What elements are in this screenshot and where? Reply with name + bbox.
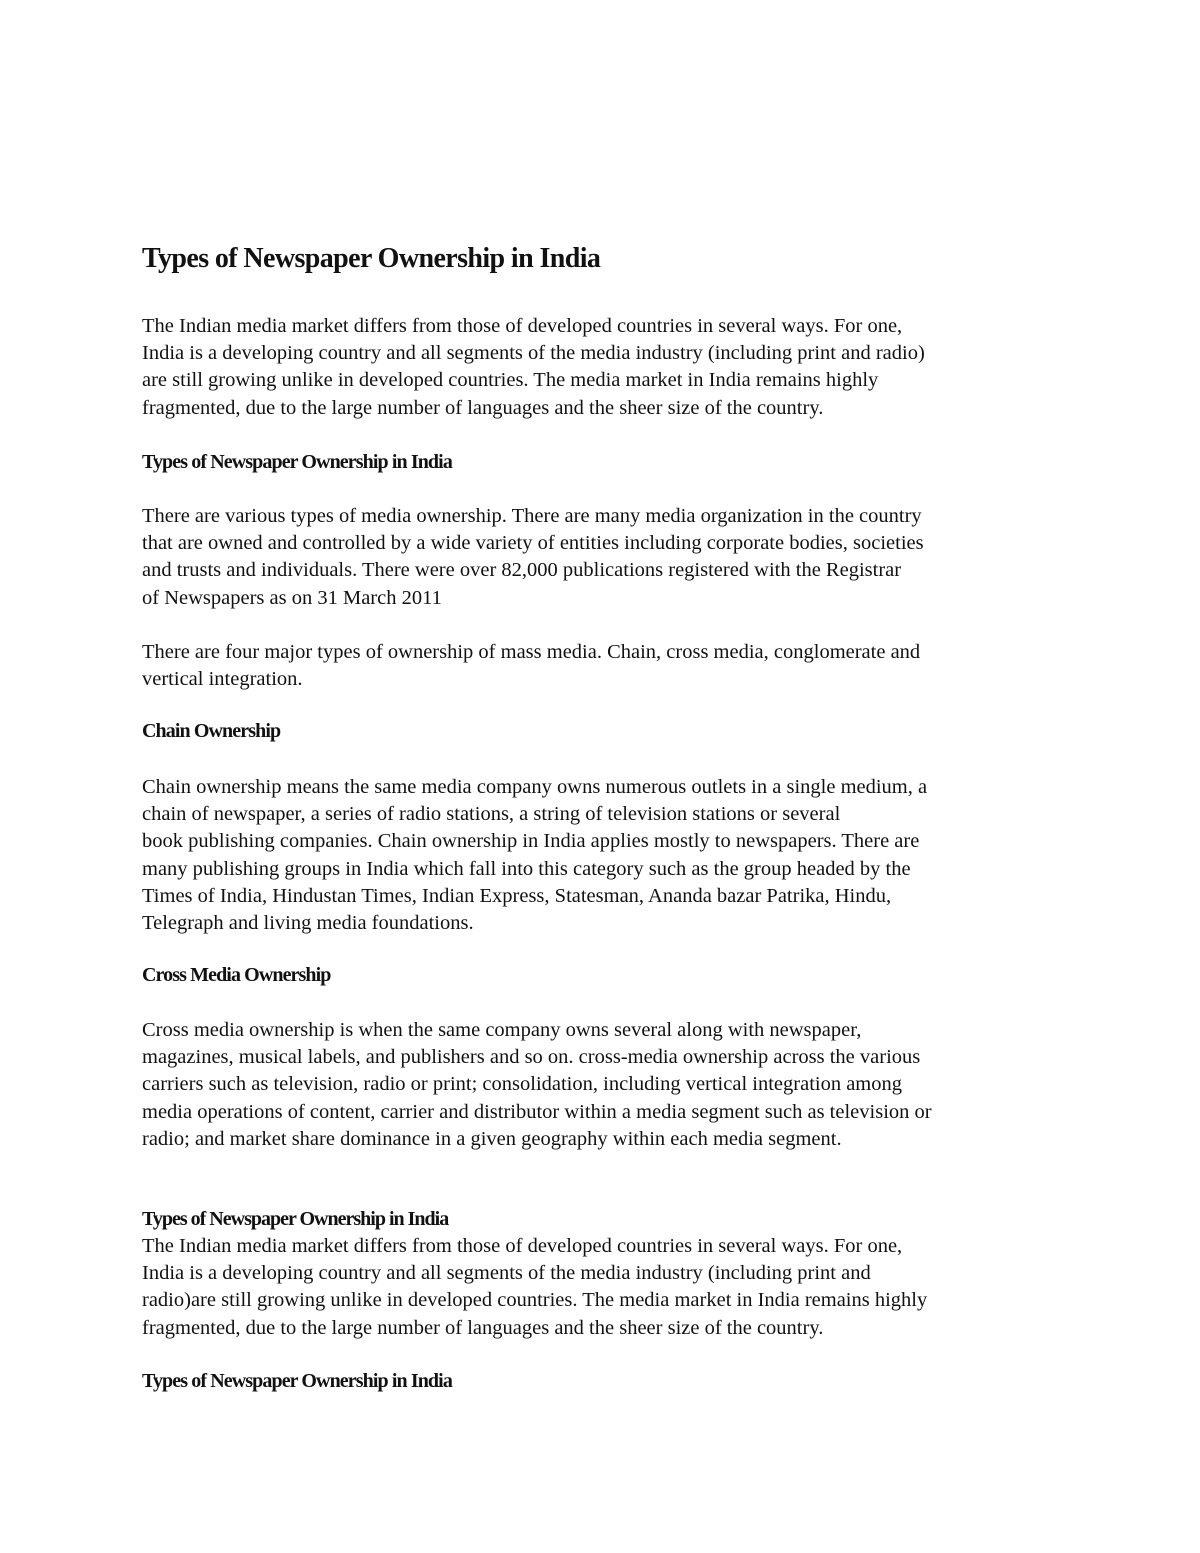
repeat-heading: Types of Newspaper Ownership in India (142, 1208, 449, 1230)
text-line: Times of India, Hindustan Times, Indian Express, Statesman, Ananda bazar Patrika, Hindu, (142, 884, 892, 907)
text-line: magazines, musical labels, and publishers and so on. cross-media ownership across the various (142, 1046, 921, 1069)
repeat-paragraph (142, 1233, 927, 1342)
text-line: The Indian media market differs from those of developed countries in several ways. For one, (142, 315, 903, 337)
text-line: media operations of content, carrier and distributor within a media segment such as television or (142, 1100, 932, 1123)
text-line: The Indian media market differs from those of developed countries in several ways. For one, (142, 1235, 903, 1257)
text-line: India is a developing country and all segments of the media industry (including print and radio) (142, 342, 925, 365)
section-heading-types: Types of Newspaper Ownership in India (142, 451, 452, 473)
text-line: many publishing groups in India which fall into this category such as the group headed by the (142, 857, 911, 880)
cross-paragraph (142, 1017, 932, 1153)
four-types-paragraph (142, 639, 920, 693)
text-line: carriers such as television, radio or print; consolidation, including vertical integration among (142, 1073, 903, 1096)
text-line: that are owned and controlled by a wide variety of entities including corporate bodies, societies (142, 532, 924, 555)
final-heading: Types of Newspaper Ownership in India (142, 1370, 452, 1392)
section-heading-cross: Cross Media Ownership (142, 964, 331, 986)
text-line: fragmented, due to the large number of languages and the sheer size of the country. (142, 396, 824, 419)
text-line: radio; and market share dominance in a given geography within each media segment. (142, 1127, 842, 1150)
text-line: Cross media ownership is when the same company owns several along with newspaper, (142, 1019, 862, 1041)
page-title: Types of Newspaper Ownership in India (142, 243, 601, 274)
text-line: are still growing unlike in developed countries. The media market in India remains highly (142, 369, 879, 392)
text-line: vertical integration. (142, 668, 303, 691)
text-line: of Newspapers as on 31 March 2011 (142, 586, 442, 609)
text-line: India is a developing country and all segments of the media industry (including print and (142, 1262, 871, 1285)
ownership-paragraph (142, 503, 924, 612)
text-line: fragmented, due to the large number of languages and the sheer size of the country. (142, 1316, 824, 1339)
section-heading-chain: Chain Ownership (142, 720, 281, 742)
text-line: There are four major types of ownership of mass media. Chain, cross media, conglomerate and (142, 641, 921, 663)
intro-paragraph (142, 313, 925, 422)
text-line: Telegraph and living media foundations. (142, 912, 474, 935)
text-line: chain of newspaper, a series of radio stations, a string of television stations or several (142, 803, 841, 826)
text-line: radio)are still growing unlike in developed countries. The media market in India remains highly (142, 1289, 928, 1312)
text-line: Chain ownership means the same media company owns numerous outlets in a single medium, a (142, 776, 928, 798)
text-line: and trusts and individuals. There were over 82,000 publications registered with the Registrar (142, 559, 902, 582)
text-line: There are various types of media ownership. There are many media organization in the country (142, 505, 922, 527)
text-line: book publishing companies. Chain ownership in India applies mostly to newspapers. There are (142, 830, 920, 853)
chain-paragraph (142, 774, 927, 937)
